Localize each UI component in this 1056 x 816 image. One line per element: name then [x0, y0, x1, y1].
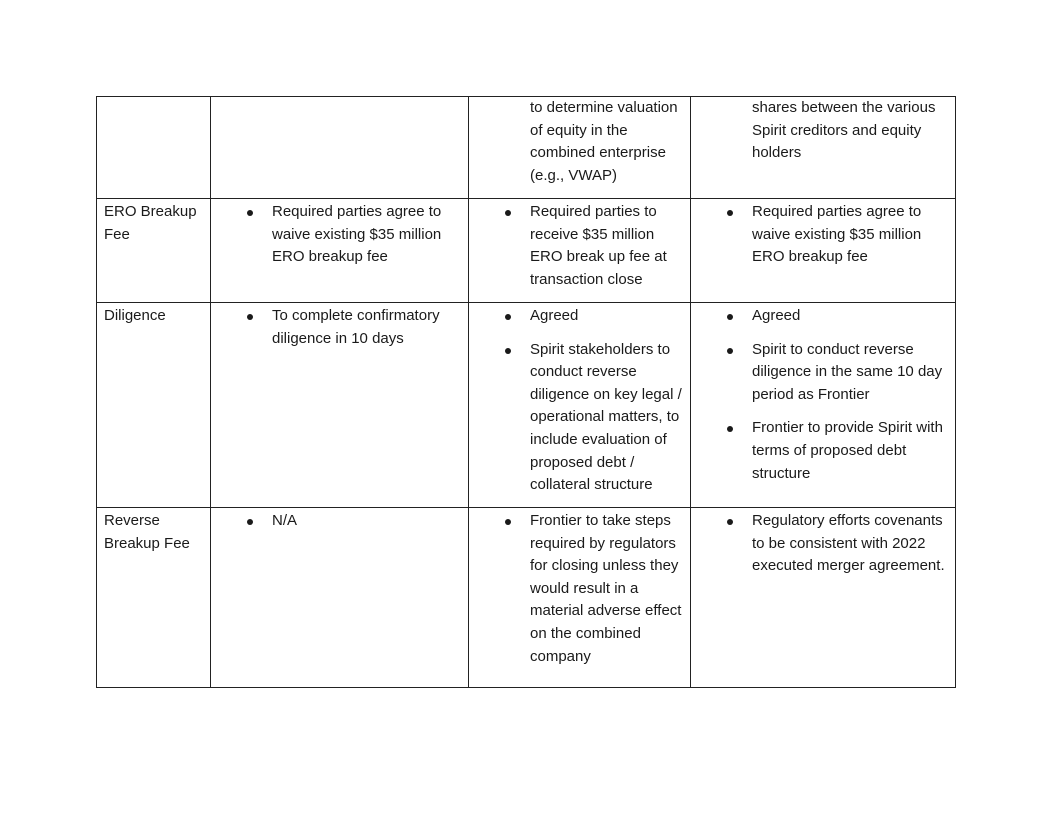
bullet-item: Required parties to receive $35 million ERO break up fee at transaction close: [476, 201, 683, 291]
table-row-continued: [97, 97, 956, 199]
bullet-list: [476, 510, 683, 668]
cell-col2: [211, 303, 469, 508]
table-row-diligence: [97, 303, 956, 508]
cell-col2: [211, 199, 469, 303]
row-label: Reverse Breakup Fee: [97, 508, 211, 688]
cell-col4: [691, 97, 956, 199]
bullet-item: Agreed: [698, 305, 948, 328]
cell-col2: [211, 97, 469, 199]
cell-label: [97, 97, 211, 199]
bullet-item: Frontier to take steps required by regulators for closing unless they would result in a material adverse effect on the combined company: [476, 510, 683, 668]
bullet-list: [698, 510, 948, 578]
cell-col3: [469, 508, 691, 688]
cell-col4: [691, 199, 956, 303]
bullet-list: [218, 201, 461, 269]
continued-text: to determine valuation of equity in the combined enterprise (e.g., VWAP): [530, 99, 678, 184]
cell-col3: [469, 303, 691, 508]
bullet-list: [218, 510, 461, 533]
cell-col2: [211, 508, 469, 688]
bullet-item: Regulatory efforts covenants to be consistent with 2022 executed merger agreement.: [698, 510, 948, 578]
bullet-list: [698, 305, 948, 485]
bullet-item: Frontier to provide Spirit with terms of proposed debt structure: [698, 417, 948, 485]
table-row-ero-breakup-fee: [97, 199, 956, 303]
cell-col3: [469, 97, 691, 199]
bullet-list: [476, 305, 683, 497]
bullet-item: Required parties agree to waive existing $35 million ERO breakup fee: [218, 201, 461, 269]
bullet-item: N/A: [218, 510, 461, 533]
bullet-list: [218, 305, 461, 350]
cell-col4: [691, 303, 956, 508]
cell-col3: [469, 199, 691, 303]
bullet-item: Required parties agree to waive existing $35 million ERO breakup fee: [698, 201, 948, 269]
table-row-reverse-breakup-fee: [97, 508, 956, 688]
bullet-list: [476, 201, 683, 291]
bullet-item: To complete confirmatory diligence in 10 days: [218, 305, 461, 350]
bullet-list: [698, 201, 948, 269]
continued-text: shares between the various Spirit creditors and equity holders: [752, 99, 936, 162]
row-label: ERO Breakup Fee: [97, 199, 211, 303]
bullet-item: Spirit to conduct reverse diligence in the same 10 day period as Frontier: [698, 339, 948, 407]
cell-col4: [691, 508, 956, 688]
row-label: Diligence: [97, 303, 211, 508]
term-sheet-table: [96, 96, 956, 688]
bullet-item: Agreed: [476, 305, 683, 328]
bullet-item: Spirit stakeholders to conduct reverse diligence on key legal / operational matters, to include evaluation of proposed debt / collateral structure: [476, 339, 683, 497]
